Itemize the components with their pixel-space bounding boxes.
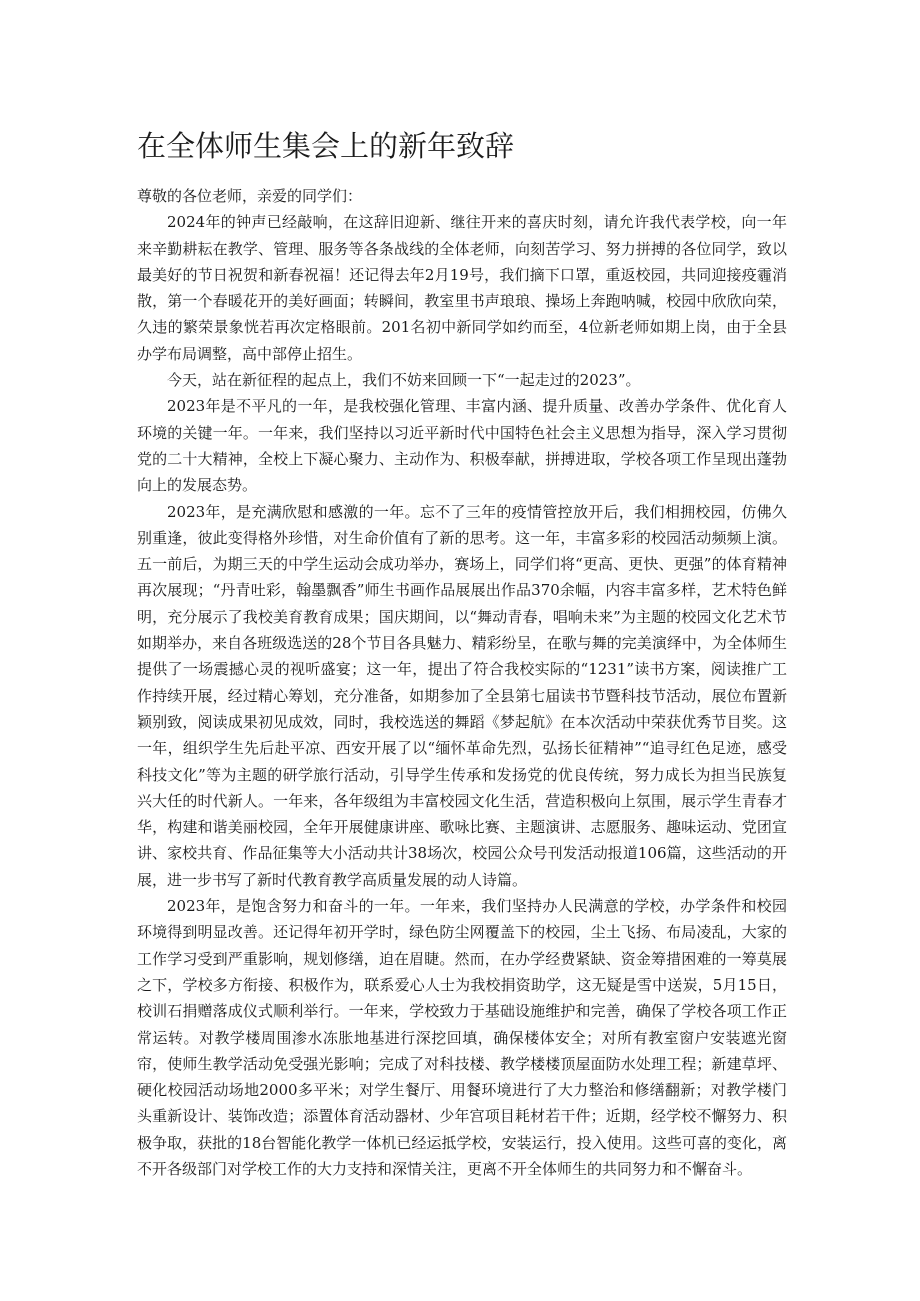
paragraph-review-intro: 今天，站在新征程的起点上，我们不妨来回顾一下“一起走过的2023”。 — [167, 371, 641, 390]
paragraph-improvements: 2023年，是饱含努力和奋斗的一年。一年来，我们坚持办人民满意的学校，办学条件和校园环境得到明显改善。还记得年初开学时，绿色防尘网覆盖下的校园，尘土飞扬、布局凌乱，大家的工作学习受到严重影响，规划修缮，迫在眉睫。然而，在办学经费紧缺、资金筹措困难的一筹莫展之下，学校多方衔接、积极作为，联系爱心人士为我校捐资助学，这无疑是雪中送炭，5月15日，校训石捐赠落成仪式顺利举行。一年来，学校致力于基础设施维护和完善，确保了学校各项工作正常运转。对教学楼周围渗水冻胀地基进行深挖回填，确保楼体安全；对所有教室窗户安装遮光窗帘，使师生教学活动免受强光影响；完成了对科技楼、教学楼楼顶屋面防水处理工程；新建草坪、硬化校园活动场地2000多平米；对学生餐厅、用餐环境进行了大力整治和修缮翻新；对教学楼门头重新设计、装饰改造；添置体育活动器材、少年宫项目耗材若干件；近期，经学校不懈努力、积极争取，获批的18台智能化教学一体机已经运抵学校，安装运行，投入使用。这些可喜的变化，离不开各级部门对学校工作的大力支持和深情关注，更离不开全体师生的共同努力和不懈奋斗。 — [137, 897, 787, 1178]
paragraph-activities: 2023年，是充满欣慰和感激的一年。忘不了三年的疫情管控放开后，我们相拥校园，仿佛久别重逢，彼此变得格外珍惜，对生命价值有了新的思考。这一年，丰富多彩的校园活动频频上演。五一前后，为期三天的中学生运动会成功举办，赛场上，同学们将“更高、更快、更强”的体育精神再次展现；“丹青吐彩，翰墨飘香”师生书画作品展展出作品370余幅，内容丰富多样，艺术特色鲜明，充分展示了我校美育教育成果；国庆期间，以“舞动青春，唱响未来”为主题的校园文化艺术节如期举办，来自各班级选送的28个节目各具魅力、精彩纷呈，在歌与舞的完美演绎中，为全体师生提供了一场震撼心灵的视听盛宴；这一年，提出了符合我校实际的“1231”读书方案，阅读推广工作持续开展，经过精心筹划，充分准备，如期参加了全县第七届读书节暨科技节活动，展位布置新颖别致，阅读成果初见成效，同时，我校选送的舞蹈《梦起航》在本次活动中荣获优秀节目奖。这一年，组织学生先后赴平凉、西安开展了以“缅怀革命先烈，弘扬长征精神”“追寻红色足迹，感受科技文化”等为主题的研学旅行活动，引导学生传承和发扬党的优良传统，努力成长为担当民族复兴大任的时代新人。一年来，各年级组为丰富校园文化生活，营造积极向上氛围，展示学生青春才华，构建和谐美丽校园，全年开展健康讲座、歌咏比赛、主题演讲、志愿服务、趣味运动、党团宣讲、家校共育、作品征集等大小活动共计38场次，校园公众号刊发活动报道106篇，这些活动的开展，进一步书写了新时代教育教学高质量发展的动人诗篇。 — [137, 502, 787, 889]
document-body — [137, 183, 787, 1182]
salutation: 尊敬的各位老师，亲爱的同学们： — [137, 187, 363, 205]
paragraph-greeting: 2024年的钟声已经敲响，在这辞旧迎新、继往开来的喜庆时刻，请允许我代表学校，向一年来辛勤耕耘在教学、管理、服务等各条战线的全体老师，向刻苦学习、努力拼搏的各位同学，致以最美好的节日祝贺和新春祝福！还记得去年2月19号，我们摘下口罩，重返校园，共同迎接疫霾消散，第一个春暖花开的美好画面；转瞬间，教室里书声琅琅、操场上奔跑呐喊，校园中欣欣向荣，久违的繁荣景象恍若再次定格眼前。201名初中新同学如约而至，4位新老师如期上岗，由于全县办学布局调整，高中部停止招生。 — [137, 213, 787, 363]
paragraph-key-year: 2023年是不平凡的一年，是我校强化管理、丰富内涵、提升质量、改善办学条件、优化育人环境的关键一年。一年来，我们坚持以习近平新时代中国特色社会主义思想为指导，深入学习贯彻党的二十大精神，全校上下凝心聚力、主动作为、积极奉献，拼搏进取，学校各项工作呈现出蓬勃向上的发展态势。 — [137, 397, 787, 495]
document-title: 在全体师生集会上的新年致辞 — [137, 129, 515, 163]
